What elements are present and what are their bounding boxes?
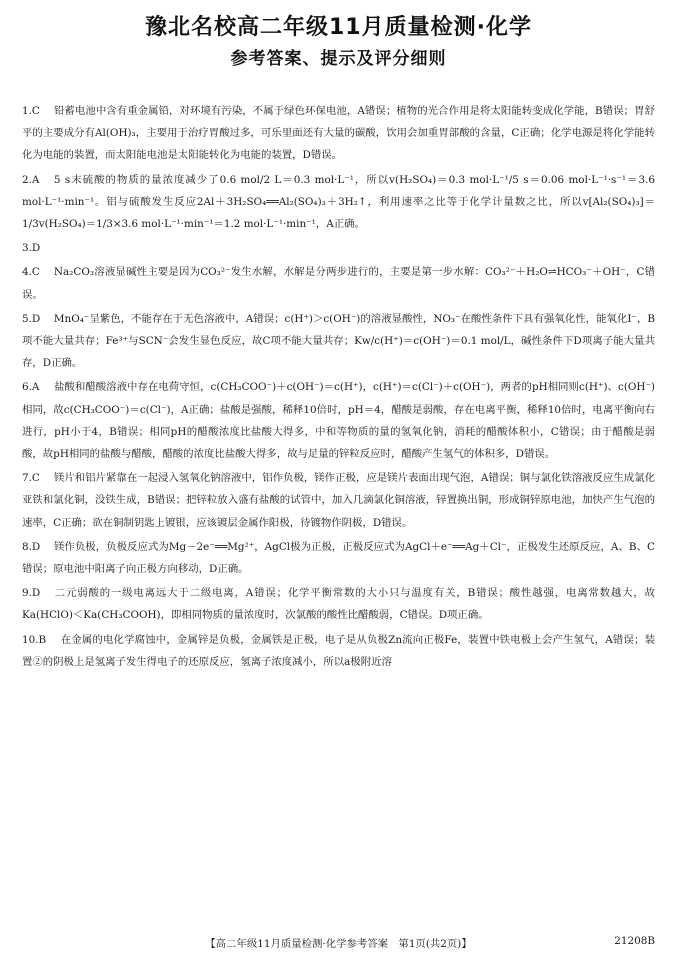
item-number: 7. <box>22 472 32 485</box>
answer-item-8 <box>22 536 655 580</box>
answer-item-6 <box>22 376 655 465</box>
item-explanation: Na₂CO₃溶液显碱性主要是因为CO₃²⁻发生水解，水解是分两步进行的，主要是第一步水解：CO₃²⁻＋H₂O⇌HCO₃⁻＋OH⁻，C错误。 <box>22 266 655 301</box>
item-explanation: 在金属的电化学腐蚀中，金属锌是负极，金属铁是正极，电子是从负极Zn流向正极Fe，装置中铁电极上会产生氢气，A错误；装置②的阴极上是氢离子发生得电子的还原反应，氢离子浓度减小，所以a极附近溶 <box>22 633 655 668</box>
item-answer: C <box>31 105 40 117</box>
item-number: 3. <box>22 242 32 255</box>
item-explanation: 盐酸和醋酸溶液中存在电荷守恒，c(CH₃COO⁻)＋c(OH⁻)＝c(H⁺)，c(H⁺)＝c(Cl⁻)＋c(OH⁻)，两者的pH相同则c(H⁺)、c(OH⁻)相同，故c(CH₃COO⁻)＝c(Cl⁻)，A正确；盐酸是强酸，稀释10倍时，pH＝4，醋酸是弱酸，存在电离平衡，稀释10倍时，电离平衡向右进行，pH小于4，B错误；相同pH的醋酸浓度比盐酸大得多，中和等物质的量的氢氧化钠，消耗的醋酸体积小，C错误；由于醋酸是弱酸，故pH相同的盐酸与醋酸，醋酸的浓度比盐酸大得多，故与足量的锌粒反应时，醋酸产生氢气的体积多，D错误。 <box>22 381 655 461</box>
item-answer: D <box>31 540 41 553</box>
answer-item-9 <box>22 582 655 626</box>
item-explanation: 二元弱酸的一级电离远大于二级电离，A错误；化学平衡常数的大小只与温度有关，B错误；酸性越强，电离常数越大，故Ka(HClO)＜Ka(CH₃COOH)，即相同物质的量浓度时，次氯酸的酸性比醋酸弱，C错误。D项正确。 <box>22 587 655 622</box>
page-footer <box>0 935 677 950</box>
item-number: 5. <box>22 312 32 325</box>
item-explanation: 镁片和铝片紧靠在一起浸入氢氧化钠溶液中，铝作负极，镁作正极，应是镁片表面出现气泡，A错误；铜与氯化铁溶液反应生成氯化亚铁和氯化铜，没铁生成，B错误；把锌粒放入盛有盐酸的试管中，加入几滴氯化铜溶液，锌置换出铜，形成铜锌原电池，加快产生气泡的速率，C正确；欲在铜制钥匙上镀银，应该镀层金属作阳极，待镀物作阴极，D错误。 <box>22 472 655 529</box>
item-explanation: MnO₄⁻呈紫色，不能存在于无色溶液中，A错误；c(H⁺)＞c(OH⁻)的溶液显酸性，NO₃⁻在酸性条件下具有强氧化性，能氧化I⁻，B项不能大量共存；Fe³⁺与SCN⁻会发生显色反应，故C项不能大量共存；Kw/c(H⁺)＝c(OH⁻)＝0.1 mol/L，碱性条件下D项离子能大量共存，D正确。 <box>22 312 655 370</box>
item-number: 4. <box>22 266 32 279</box>
answer-item-10 <box>22 629 655 673</box>
item-answer: D <box>31 242 41 255</box>
answer-item-2 <box>22 169 655 236</box>
page-title: 豫北名校高二年级11月质量检测·化学 <box>145 15 532 40</box>
item-number: 2. <box>22 173 32 186</box>
item-answer: A <box>31 381 40 394</box>
footer-code: 21208B <box>614 935 655 947</box>
item-answer: D <box>31 587 41 600</box>
item-answer: C <box>31 472 40 485</box>
answer-item-5 <box>22 308 655 375</box>
item-number: 6. <box>22 381 32 394</box>
item-explanation: 5 s末硫酸的物质的量浓度减少了0.6 mol/2 L＝0.3 mol·L⁻¹，所以v(H₂SO₄)＝0.3 mol·L⁻¹/5 s＝0.06 mol·L⁻¹·s⁻¹＝3.6 mol·L⁻¹·min⁻¹。铝与硫酸发生反应2Al＋3H₂SO₄══Al₂(SO₄)₃＋3H₂↑，利用速率之比等于化学计量数之比，所以v[Al₂(SO₄)₃]＝1/3v(H₂SO₄)＝1/3×3.6 mol·L⁻¹·min⁻¹＝1.2 mol·L⁻¹·min⁻¹，A正确。 <box>22 173 655 231</box>
item-explanation: 铅蓄电池中含有重金属铅，对环境有污染，不属于绿色环保电池，A错误；植物的光合作用是将太阳能转变成化学能，B错误；胃舒平的主要成分有Al(OH)₃，主要用于治疗胃酸过多，可乐里面还有大量的碳酸，饮用会加重胃部酸的含量，C正确；化学电源是将化学能转化为电能的装置，而太阳能电池是太阳能转化为电能的装置，D错误。 <box>22 105 655 162</box>
item-answer: A <box>31 173 40 186</box>
answer-item-7 <box>22 467 655 534</box>
item-number: 9. <box>22 587 32 600</box>
footer-label: 【高二年级11月质量检测·化学参考答案 第1页(共2页)】 <box>205 938 472 950</box>
item-answer: D <box>31 312 41 325</box>
page-subtitle: 参考答案、提示及评分细则 <box>230 49 447 69</box>
item-number: 8. <box>22 540 32 553</box>
item-explanation: 镁作负极，负极反应式为Mg－2e⁻══Mg²⁺，AgCl极为正极，正极反应式为AgCl＋e⁻══Ag＋Cl⁻，正极发生还原反应，A、B、C错误；原电池中阳离子向正极方向移动，D正确。 <box>22 540 655 576</box>
item-answer: C <box>31 266 40 279</box>
answer-item-3 <box>22 237 655 259</box>
answer-item-4 <box>22 261 655 305</box>
item-number: 1. <box>22 105 32 117</box>
answer-item-1 <box>22 100 655 167</box>
item-answer: B <box>38 633 47 646</box>
answer-list <box>22 100 655 675</box>
item-number: 10. <box>22 633 39 646</box>
